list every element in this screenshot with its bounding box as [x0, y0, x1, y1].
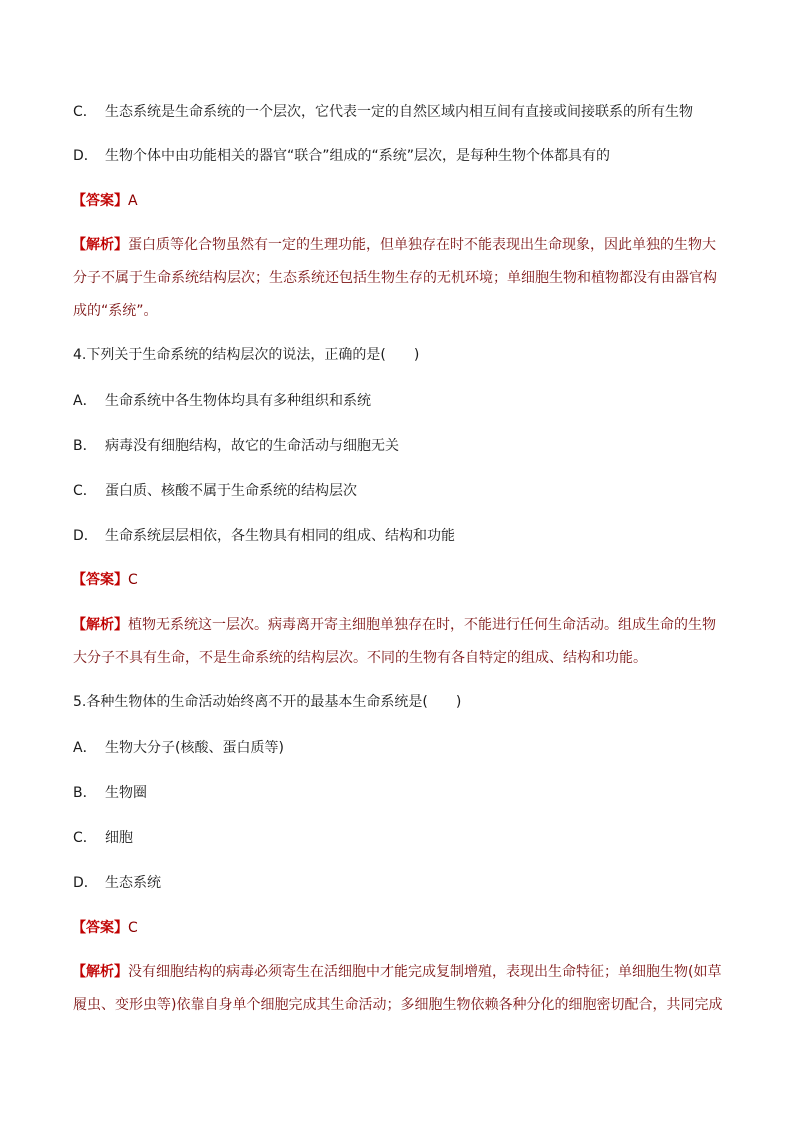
q5-explanation-line2: 履虫、变形虫等)依靠自身单个细胞完成其生命活动；多细胞生物依赖各种分化的细胞密切配合，共同完成 — [73, 997, 723, 1013]
q5-option-b — [73, 783, 147, 803]
explanation-text: 蛋白质等化合物虽然有一定的生理功能，但单独存在时不能表现出生命现象，因此单独的生物大 — [128, 237, 716, 253]
option-text: 生物圈 — [105, 785, 147, 801]
answer-tag: 【答案】 — [72, 920, 128, 936]
q5-answer — [72, 918, 138, 938]
answer-tag: 【答案】 — [72, 572, 128, 588]
q3-option-c — [73, 102, 693, 122]
option-letter: A． — [73, 740, 97, 756]
answer-tag: 【答案】 — [72, 193, 128, 209]
q4-option-a — [73, 391, 371, 411]
option-letter: C． — [73, 104, 97, 120]
option-text: 生物大分子(核酸、蛋白质等) — [105, 740, 284, 756]
q3-explanation-line3: 成的“系统”。 — [73, 303, 158, 319]
explanation-tag: 【解析】 — [72, 237, 128, 253]
explanation-text: 植物无系统这一层次。病毒离开寄主细胞单独存在时，不能进行任何生命活动。组成生命的生物 — [128, 617, 716, 633]
q4-stem: 4.下列关于生命系统的结构层次的说法，正确的是( ) — [73, 347, 420, 363]
q5-stem: 5.各种生物体的生命活动始终离不开的最基本生命系统是( ) — [73, 694, 462, 710]
option-letter: B． — [73, 785, 97, 801]
answer-value: A — [128, 193, 138, 209]
option-text: 蛋白质、核酸不属于生命系统的结构层次 — [105, 483, 357, 499]
option-text: 细胞 — [105, 830, 133, 846]
q5-option-c — [73, 828, 133, 848]
q4-answer — [72, 570, 138, 590]
q4-option-d — [73, 526, 455, 546]
option-letter: D． — [73, 148, 98, 164]
option-letter: C． — [73, 830, 97, 846]
q5-option-a — [73, 738, 284, 758]
q5-option-d — [73, 873, 161, 893]
q4-option-c — [73, 481, 357, 501]
explanation-tag: 【解析】 — [72, 617, 128, 633]
q4-explanation-line2: 大分子不具有生命，不是生命系统的结构层次。不同的生物有各自特定的组成、结构和功能。 — [73, 650, 647, 666]
option-text: 生命系统中各生物体均具有多种组织和系统 — [105, 393, 371, 409]
option-text: 生态系统 — [105, 875, 161, 891]
option-text: 生态系统是生命系统的一个层次，它代表一定的自然区域内相互间有直接或间接联系的所有生物 — [105, 104, 693, 120]
option-letter: A． — [73, 393, 97, 409]
explanation-tag: 【解析】 — [72, 964, 128, 980]
option-text: 病毒没有细胞结构，故它的生命活动与细胞无关 — [105, 438, 399, 454]
q3-option-d — [73, 146, 610, 166]
option-letter: B． — [73, 438, 97, 454]
answer-value: C — [128, 920, 138, 936]
option-letter: D． — [73, 875, 98, 891]
option-text: 生物个体中由功能相关的器官“联合”组成的“系统”层次，是每种生物个体都具有的 — [105, 148, 611, 164]
option-letter: C． — [73, 483, 97, 499]
q5-explanation-line1 — [72, 962, 721, 982]
q3-explanation-line2: 分子不属于生命系统结构层次；生态系统还包括生物生存的无机环境；单细胞生物和植物都没有由器官构 — [73, 270, 717, 286]
q3-explanation-line1 — [72, 235, 716, 255]
q4-option-b — [73, 436, 399, 456]
q4-explanation-line1 — [72, 615, 716, 635]
option-text: 生命系统层层相依，各生物具有相同的组成、结构和功能 — [105, 528, 455, 544]
q3-answer — [72, 191, 138, 211]
explanation-text: 没有细胞结构的病毒必须寄生在活细胞中才能完成复制增殖，表现出生命特征；单细胞生物(如草 — [128, 964, 722, 980]
answer-value: C — [128, 572, 138, 588]
option-letter: D． — [73, 528, 98, 544]
